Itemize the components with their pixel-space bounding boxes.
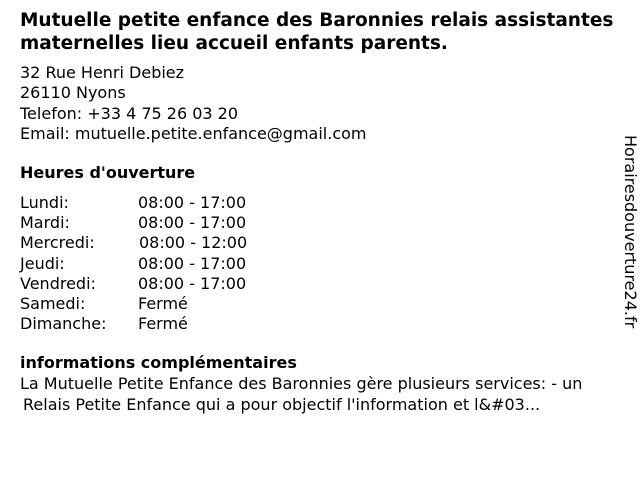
- day-label: Samedi:: [20, 293, 86, 313]
- watermark-text: Horairesdouverture24.fr: [621, 135, 640, 329]
- phone-number: Telefon: +33 4 75 26 03 20: [20, 103, 239, 123]
- day-label: Lundi:: [20, 193, 69, 212]
- business-title: Mutuelle petite enfance des Baronnies relais assistantes maternelles lieu accueil enfants parents.: [20, 10, 614, 54]
- hours-value: 08:00 - 17:00: [138, 273, 247, 293]
- day-label: Dimanche:: [20, 314, 107, 334]
- hours-value: 08:00 - 17:00: [138, 193, 247, 212]
- hours-value: 08:00 - 17:00: [138, 253, 247, 273]
- day-label: Jeudi:: [20, 253, 65, 273]
- hours-value: 08:00 - 17:00: [138, 213, 247, 233]
- contact-block: [20, 63, 367, 144]
- postal-city: 26110 Nyons: [20, 83, 126, 103]
- opening-hours-heading: Heures d'ouverture: [20, 163, 196, 182]
- description-line-2: Relais Petite Enfance qui a pour objectif l'information et l&#03...: [23, 394, 541, 414]
- email-address: Email: mutuelle.petite.enfance@gmail.com: [20, 123, 367, 143]
- additional-info-heading: informations complémentaires: [20, 353, 297, 372]
- hours-value: Fermé: [138, 293, 188, 313]
- hours-value: 08:00 - 12:00: [139, 233, 248, 253]
- day-label: Mardi:: [20, 213, 70, 233]
- day-label: Vendredi:: [20, 273, 96, 293]
- day-label: Mercredi:: [20, 233, 95, 253]
- site-watermark: [622, 135, 640, 375]
- street-address: 32 Rue Henri Debiez: [20, 63, 185, 82]
- hours-value: Fermé: [138, 314, 188, 334]
- description-line-1: La Mutuelle Petite Enfance des Baronnies gère plusieurs services: - un: [20, 374, 583, 393]
